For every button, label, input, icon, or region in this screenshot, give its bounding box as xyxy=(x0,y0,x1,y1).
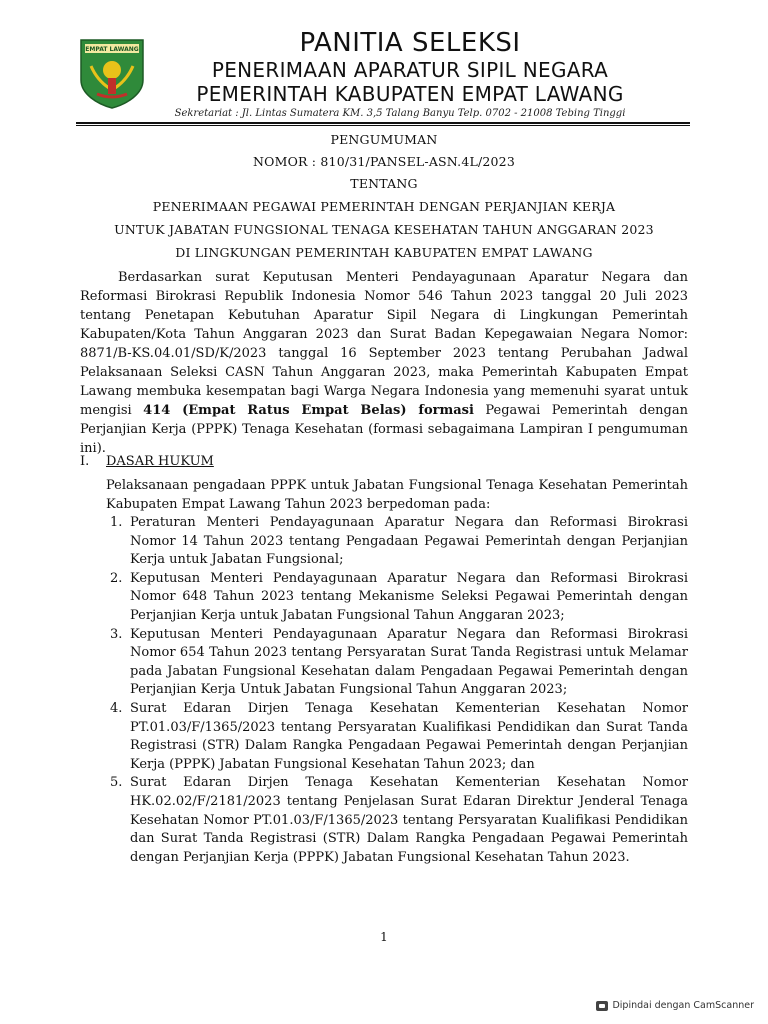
section-number: I. xyxy=(80,454,90,469)
secretariat-address: Sekretariat : Jl. Lintas Sumatera KM. 3,5 Talang Banyu Telp. 0702 - 21008 Tebing Tinggi xyxy=(174,108,626,119)
list-item-text: Keputusan Menteri Pendayagunaan Aparatur Negara dan Reformasi Birokrasi Nomor 648 Tahun 2023 tentang Mekanisme Seleksi Pegawai Pemerintah dengan Perjanjian Kerja untuk Jabatan Fungsional Tahun Anggaran 2023; xyxy=(130,570,688,623)
list-item-number: 5. xyxy=(110,775,123,791)
list-item-number: 2. xyxy=(110,570,123,586)
announcement-label: PENGUMUMAN xyxy=(330,132,438,147)
list-item-text: Keputusan Menteri Pendayagunaan Aparatur Negara dan Reformasi Birokrasi Nomor 654 Tahun 2023 tentang Persyaratan Surat Tanda Registrasi untuk Melamar pada Jabatan Fungsional Kesehatan dalam Pengadaan Pegawai Pemerintah dengan Perjanjian Kerja Untuk Jabatan Fungsional Tahun Anggaran 2023; xyxy=(130,626,688,698)
opening-text-end: Pegawai Pemerintah dengan Perjanjian Kerja (PPPK) Tenaga Kesehatan (formasi sebagaimana Lampiran I pengumuman ini). xyxy=(80,403,689,456)
list-item-number: 3. xyxy=(110,626,123,642)
opening-paragraph xyxy=(80,268,688,458)
formation-count: 414 (Empat Ratus Empat Belas) formasi xyxy=(143,403,474,418)
committee-subtitle: PENERIMAAN APARATUR SIPIL NEGARA xyxy=(211,58,609,82)
letterhead-rule xyxy=(76,122,690,124)
legal-basis-list xyxy=(106,514,688,867)
government-name: PEMERINTAH KABUPATEN EMPAT LAWANG xyxy=(196,82,624,106)
camscanner-icon xyxy=(596,1001,608,1011)
letterhead-rule-thin xyxy=(76,125,690,126)
section-intro: Pelaksanaan pengadaan PPPK untuk Jabatan Fungsional Tenaga Kesehatan Pemerintah Kabupaten Empat Lawang Tahun 2023 berpedoman pada: xyxy=(106,478,688,512)
opening-text: Berdasarkan surat Keputusan Menteri Pendayagunaan Aparatur Negara dan Reformasi Birokrasi Republik Indonesia Nomor 546 Tahun 2023 tanggal 20 Juli 2023 tentang Penetapan Kebutuhan Aparatur Sipil Negara di Lingkungan Pemerintah Kabupaten/Kota Tahun Anggaran 2023 dan Surat Badan Kepegawaian Negara Nomor: 8871/B-KS.04.01/SD/K/2023 tanggal 16 September 2023 tentang Perubahan Jadwal Pelaksanaan Seleksi CASN Tahun Anggaran 2023, maka Pemerintah Kabupaten Empat Lawang membuka kesempatan bagi Warga Negara Indonesia yang memenuhi syarat untuk mengisi xyxy=(80,270,688,418)
list-item xyxy=(106,626,688,700)
list-item-number: 1. xyxy=(110,515,123,530)
announcement-about: TENTANG xyxy=(350,176,418,191)
announcement-title-line3: DI LINGKUNGAN PEMERINTAH KABUPATEN EMPAT LAWANG xyxy=(175,245,593,260)
list-item xyxy=(106,700,688,774)
list-item-number: 4. xyxy=(110,700,123,716)
list-item xyxy=(106,774,688,867)
announcement-number: NOMOR : 810/31/PANSEL-ASN.4L/2023 xyxy=(252,154,515,169)
list-item-text: Surat Edaran Dirjen Tenaga Kesehatan Kementerian Kesehatan Nomor HK.02.02/F/2181/2023 tentang Penjelasan Surat Edaran Direktur Jenderal Tenaga Kesehatan Nomor PT.01.03/F/1365/2023 tentang Persyaratan Kualifikasi Pendidikan dan Surat Tanda Registrasi (STR) Dalam Rangka Pengadaan Pegawai Pemerintah dengan Perjanjian Kerja (PPPK) Jabatan Fungsional Kesehatan Tahun 2023. xyxy=(130,775,688,865)
logo-text: EMPAT LAWANG xyxy=(85,46,139,53)
list-item-text: Peraturan Menteri Pendayagunaan Aparatur Negara dan Reformasi Birokrasi Nomor 14 Tahun 2023 tentang Pengadaan Pegawai Pemerintah dengan Perjanjian Kerja untuk Jabatan Fungsional; xyxy=(130,515,688,568)
announcement-title-line1: PENERIMAAN PEGAWAI PEMERINTAH DENGAN PERJANJIAN KERJA xyxy=(152,199,616,214)
regency-emblem-icon xyxy=(77,36,147,110)
list-item xyxy=(106,570,688,626)
list-item xyxy=(106,514,688,570)
section-heading xyxy=(80,454,214,469)
page-number: 1 xyxy=(380,930,388,944)
scanner-watermark xyxy=(596,1000,754,1011)
scanner-label: Dipindai dengan CamScanner xyxy=(612,1000,754,1011)
section-title: DASAR HUKUM xyxy=(106,454,214,469)
announcement-title-line2: UNTUK JABATAN FUNGSIONAL TENAGA KESEHATAN TAHUN ANGGARAN 2023 xyxy=(114,222,654,237)
committee-title: PANITIA SELEKSI xyxy=(299,28,521,58)
list-item-text: Surat Edaran Dirjen Tenaga Kesehatan Kementerian Kesehatan Nomor PT.01.03/F/1365/2023 tentang Persyaratan Kualifikasi Pendidikan dan Surat Tanda Registrasi (STR) Dalam Rangka Pengadaan Pegawai Pemerintah dengan Perjanjian Kerja (PPPK) Jabatan Fungsional Kesehatan Tahun 2023; dan xyxy=(130,700,688,772)
